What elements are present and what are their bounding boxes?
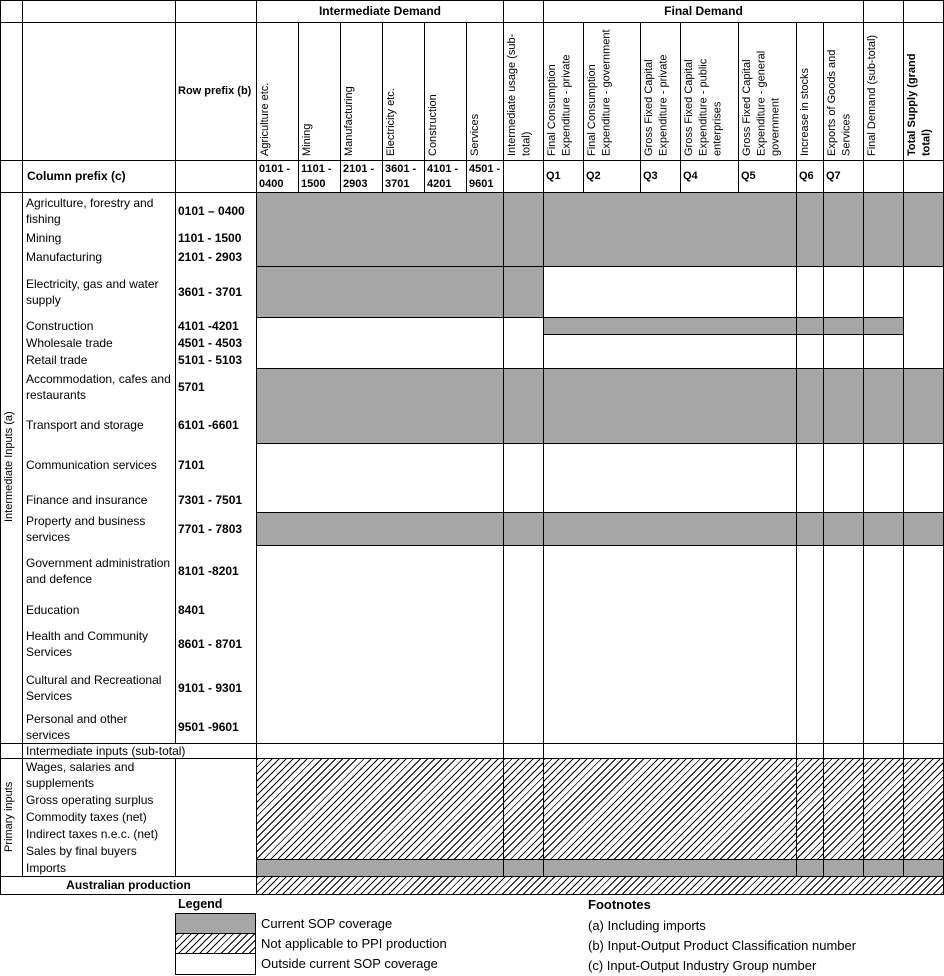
footnotes-title: Footnotes (588, 897, 651, 912)
row-intermediate-inputs-subtotal: Intermediate inputs (sub-total) (22, 743, 256, 758)
row-label: Cultural and Recreational Services (26, 673, 162, 703)
coverage-block-final_demand_subtotal (863, 859, 903, 876)
coverage-block-q6 (796, 368, 823, 443)
row-prefix: 1101 - 1500 (178, 231, 242, 246)
coverage-block-final_demand_subtotal (863, 758, 903, 859)
row-label: Electricity, gas and water supply (26, 276, 159, 307)
row-prefix: 3601 - 3701 (178, 284, 243, 299)
primary-row-label: Sales by final buyers (26, 843, 137, 858)
row-label: Retail trade (26, 352, 88, 367)
coverage-block-q1_q5 (543, 512, 796, 545)
top-header-intermediate-demand: Intermediate Demand (256, 0, 503, 22)
coverage-block-q1_q5 (543, 758, 796, 859)
legend-item-label: Current SOP coverage (261, 916, 393, 931)
coverage-block-q1_q5 (543, 192, 796, 266)
row-label: Agriculture, forestry and fishing (26, 195, 154, 226)
row-prefix: 8401 (178, 602, 205, 617)
column-prefix-electricity: 3601 - 3701 (382, 160, 424, 192)
coverage-block-q7 (823, 317, 863, 334)
row-label: Mining (26, 231, 62, 246)
rotated-label: Services (469, 113, 481, 156)
coverage-block-q6 (796, 758, 823, 859)
column-header-fce_government (583, 22, 640, 160)
coverage-block-intermediate_usage (503, 368, 543, 443)
coverage-block-final_demand_subtotal (863, 368, 903, 443)
coverage-block-intermediate_demand (256, 512, 503, 545)
row-prefix-header: Row prefix (b) (175, 22, 256, 160)
coverage-block-total_supply (903, 758, 944, 859)
column-prefix-gfce_private: Q3 (640, 160, 680, 192)
column-header-gfce_private (640, 22, 680, 160)
column-prefix-total_supply (903, 160, 944, 192)
coverage-block-intermediate_usage (503, 743, 543, 758)
coverage-block-q1_q5 (543, 859, 796, 876)
column-prefix-construction: 4101 - 4201 (424, 160, 466, 192)
row-prefix: 8101 -8201 (178, 564, 239, 579)
header-corner-name-cell (22, 0, 175, 22)
coverage-block-intermediate_usage (503, 512, 543, 545)
prefix-row-strip-cell (0, 160, 22, 192)
coverage-block-q7 (823, 334, 863, 368)
row-label: Finance and insurance (26, 492, 148, 507)
coverage-block-intermediate_usage (503, 192, 543, 266)
coverage-block-intermediate_usage (503, 266, 543, 317)
rotated-label: Manufacturing (343, 86, 355, 156)
rotated-label: Final Consumption Expenditure - private (546, 54, 573, 156)
coverage-block-q1_q5 (543, 545, 796, 743)
coverage-block-q7 (823, 512, 863, 545)
coverage-block-intermediate_usage (503, 859, 543, 876)
column-prefix-gfce_public: Q4 (680, 160, 738, 192)
row-label: Property and business services (26, 513, 146, 544)
rotated-label: Electricity etc. (385, 88, 397, 156)
coverage-block-intermediate_demand (256, 443, 503, 512)
coverage-block-intermediate_usage (503, 758, 543, 859)
coverage-block-q6 (796, 512, 823, 545)
column-header-electricity (382, 22, 424, 160)
column-prefix-exports: Q7 (823, 160, 863, 192)
row-prefix: 9101 - 9301 (178, 681, 243, 696)
row-prefix: 4101 -4201 (178, 318, 239, 333)
coverage-block-q6 (796, 859, 823, 876)
coverage-block-total_supply (903, 512, 944, 545)
primary-row-prefixes-block (175, 758, 256, 876)
coverage-block-q7 (823, 758, 863, 859)
row-prefixes-block (175, 192, 256, 743)
coverage-block-q6 (796, 266, 823, 317)
rotated-label: Primary inputs (3, 781, 15, 852)
coverage-block-q7 (823, 743, 863, 758)
primary-row-label: Wages, salaries and supplements (26, 759, 135, 790)
coverage-block-q1_q5 (543, 368, 796, 443)
column-prefix-fce_government: Q2 (583, 160, 640, 192)
row-label: Communication services (26, 458, 157, 473)
coverage-block-intermediate_demand (256, 266, 503, 317)
rotated-label: Final Demand (sub-total) (866, 34, 878, 156)
rotated-label: Increase in stocks (799, 67, 811, 156)
rotated-label: Gross Fixed Capital Expenditure - public enterprises (683, 58, 724, 156)
row-label: Construction (26, 318, 94, 333)
coverage-block-total_supply (903, 545, 944, 743)
row-prefix: 4501 - 4503 (178, 335, 243, 350)
legend-title: Legend (178, 897, 223, 911)
column-prefix-header: Column prefix (c) (22, 160, 175, 192)
rotated-label: Agriculture etc. (259, 82, 271, 156)
coverage-block-q6 (796, 743, 823, 758)
coverage-block-q6 (796, 545, 823, 743)
column-prefix-increase_in_stocks: Q6 (796, 160, 823, 192)
primary-row-label: Commodity taxes (net) (26, 809, 147, 824)
coverage-block-australian-production (256, 876, 944, 895)
header-name-cell (22, 22, 175, 160)
coverage-block-final_demand_subtotal (863, 743, 903, 758)
rotated-label: Mining (301, 123, 313, 156)
coverage-block-q7 (823, 545, 863, 743)
coverage-block-final_demand_subtotal (863, 512, 903, 545)
rotated-label: Total Supply (grand total) (906, 53, 933, 156)
column-prefix-intermediate_usage (503, 160, 543, 192)
coverage-block-final_demand_subtotal (863, 545, 903, 743)
coverage-block-q1_q5 (543, 266, 796, 317)
coverage-block-q6 (796, 192, 823, 266)
rotated-label: Exports of Goods and Services (826, 49, 853, 156)
coverage-block-intermediate_demand (256, 368, 503, 443)
coverage-block-q7 (823, 266, 863, 317)
column-prefix-mining: 1101 - 1500 (298, 160, 340, 192)
column-header-services (466, 22, 503, 160)
coverage-block-total_supply (903, 859, 944, 876)
primary-row-names-block (22, 758, 175, 876)
column-header-increase_in_stocks (796, 22, 823, 160)
primary-row-label: Imports (26, 860, 67, 875)
row-prefix: 6101 -6601 (178, 417, 239, 432)
row-prefix: 5701 (178, 380, 205, 395)
coverage-block-q7 (823, 192, 863, 266)
rotated-label: Construction (427, 94, 439, 156)
coverage-block-total_supply (903, 443, 944, 512)
rotated-label: Intermediate usage (sub-total) (506, 33, 533, 156)
coverage-block-intermediate_demand (256, 859, 503, 876)
row-prefix: 7701 - 7803 (178, 521, 243, 536)
column-header-final_demand_subtotal (863, 22, 903, 160)
side-label-intermediate-inputs (0, 192, 22, 743)
row-australian-production: Australian production (0, 876, 256, 895)
coverage-block-intermediate_demand (256, 545, 503, 743)
rotated-label: Final Consumption Expenditure - government (586, 29, 613, 156)
coverage-block-q6 (796, 443, 823, 512)
coverage-block-q7 (823, 368, 863, 443)
coverage-block-final_demand_subtotal (863, 317, 903, 334)
coverage-block-total_supply (903, 743, 944, 758)
rotated-label: Intermediate Inputs (a) (3, 411, 15, 523)
row-prefix: 5101 - 5103 (178, 352, 243, 367)
primary-row-label: Indirect taxes n.e.c. (net) (26, 826, 159, 841)
header-strip-cell (0, 22, 22, 160)
coverage-block-final_demand_subtotal (863, 334, 903, 368)
row-label: Personal and other services (26, 711, 128, 742)
footnote-item: (c) Input-Output Industry Group number (588, 958, 817, 973)
coverage-block-final_demand_subtotal (863, 266, 903, 317)
prefix-row-gap-cell (175, 160, 256, 192)
column-header-gfce_general (738, 22, 796, 160)
coverage-block-total_supply (903, 266, 944, 368)
legend-item-label: Not applicable to PPI production (261, 936, 447, 951)
row-label: Health and Community Services (26, 629, 149, 659)
row-label: Accommodation, cafes and restaurants (26, 372, 171, 402)
footnote-item: (a) Including imports (588, 918, 706, 933)
coverage-block-total_supply (903, 368, 944, 443)
coverage-block-total_supply (903, 192, 944, 266)
row-label: Transport and storage (26, 417, 144, 432)
coverage-block-q6 (796, 334, 823, 368)
top-header-gap-total-supply (903, 0, 944, 22)
column-prefix-fce_private: Q1 (543, 160, 583, 192)
row-prefix: 2101 - 2903 (178, 249, 243, 264)
column-header-exports (823, 22, 863, 160)
row-prefix: 8601 - 8701 (178, 637, 243, 652)
coverage-block-q7 (823, 859, 863, 876)
row-prefix: 9501 -9601 (178, 719, 239, 734)
column-prefix-final_demand_subtotal (863, 160, 903, 192)
row-prefix: 7301 - 7501 (178, 492, 243, 507)
header-corner-strip-cell (0, 0, 22, 22)
coverage-block-q1_q5 (543, 317, 796, 334)
coverage-block-q1_q5 (543, 743, 796, 758)
column-header-agriculture (256, 22, 298, 160)
coverage-block-intermediate_demand (256, 192, 503, 266)
row-label: Manufacturing (26, 249, 103, 264)
column-header-intermediate_usage (503, 22, 543, 160)
column-header-fce_private (543, 22, 583, 160)
coverage-block-intermediate_demand (256, 317, 503, 368)
row-label: Government administration and defence (26, 556, 171, 586)
column-header-gfce_public (680, 22, 738, 160)
legend-swatch-outside (175, 953, 256, 975)
row-prefix: 7101 (178, 458, 205, 473)
row-prefix: 0101 – 0400 (178, 203, 245, 218)
coverage-block-intermediate_usage (503, 545, 543, 743)
column-header-manufacturing (340, 22, 382, 160)
column-prefix-agriculture: 0101 - 0400 (256, 160, 298, 192)
coverage-block-q7 (823, 443, 863, 512)
column-prefix-gfce_general: Q5 (738, 160, 796, 192)
top-header-gap-final-demand-subtotal (863, 0, 903, 22)
column-header-construction (424, 22, 466, 160)
row-label: Wholesale trade (26, 335, 113, 350)
top-header-gap-intermediate-usage (503, 0, 543, 22)
coverage-block-intermediate_usage (503, 443, 543, 512)
coverage-block-final_demand_subtotal (863, 192, 903, 266)
coverage-block-final_demand_subtotal (863, 443, 903, 512)
coverage-block-intermediate_demand (256, 743, 503, 758)
column-header-mining (298, 22, 340, 160)
coverage-block-q1_q5 (543, 443, 796, 512)
side-label-primary-inputs (0, 758, 22, 876)
coverage-block-q1_q5 (543, 334, 796, 368)
footnote-item: (b) Input-Output Product Classification number (588, 938, 857, 953)
top-header-final-demand: Final Demand (543, 0, 863, 22)
coverage-block-q6 (796, 317, 823, 334)
legend-swatch-covered (175, 913, 256, 934)
rotated-label: Gross Fixed Capital Expenditure - private (643, 54, 670, 156)
coverage-block-intermediate_usage (503, 317, 543, 368)
legend-swatch-na (175, 933, 256, 954)
coverage-block-intermediate_demand (256, 758, 503, 859)
column-prefix-services: 4501 - 9601 (466, 160, 503, 192)
side-strip-subtotal-cell (0, 743, 22, 758)
column-header-total_supply (903, 22, 944, 160)
primary-row-label: Gross operating surplus (26, 792, 154, 807)
legend-item-label: Outside current SOP coverage (261, 956, 438, 971)
header-corner-prefix-cell (175, 0, 256, 22)
column-prefix-manufacturing: 2101 - 2903 (340, 160, 382, 192)
row-names-block (22, 192, 175, 743)
row-label: Education (26, 602, 80, 617)
rotated-label: Gross Fixed Capital Expenditure - general government (741, 50, 782, 156)
